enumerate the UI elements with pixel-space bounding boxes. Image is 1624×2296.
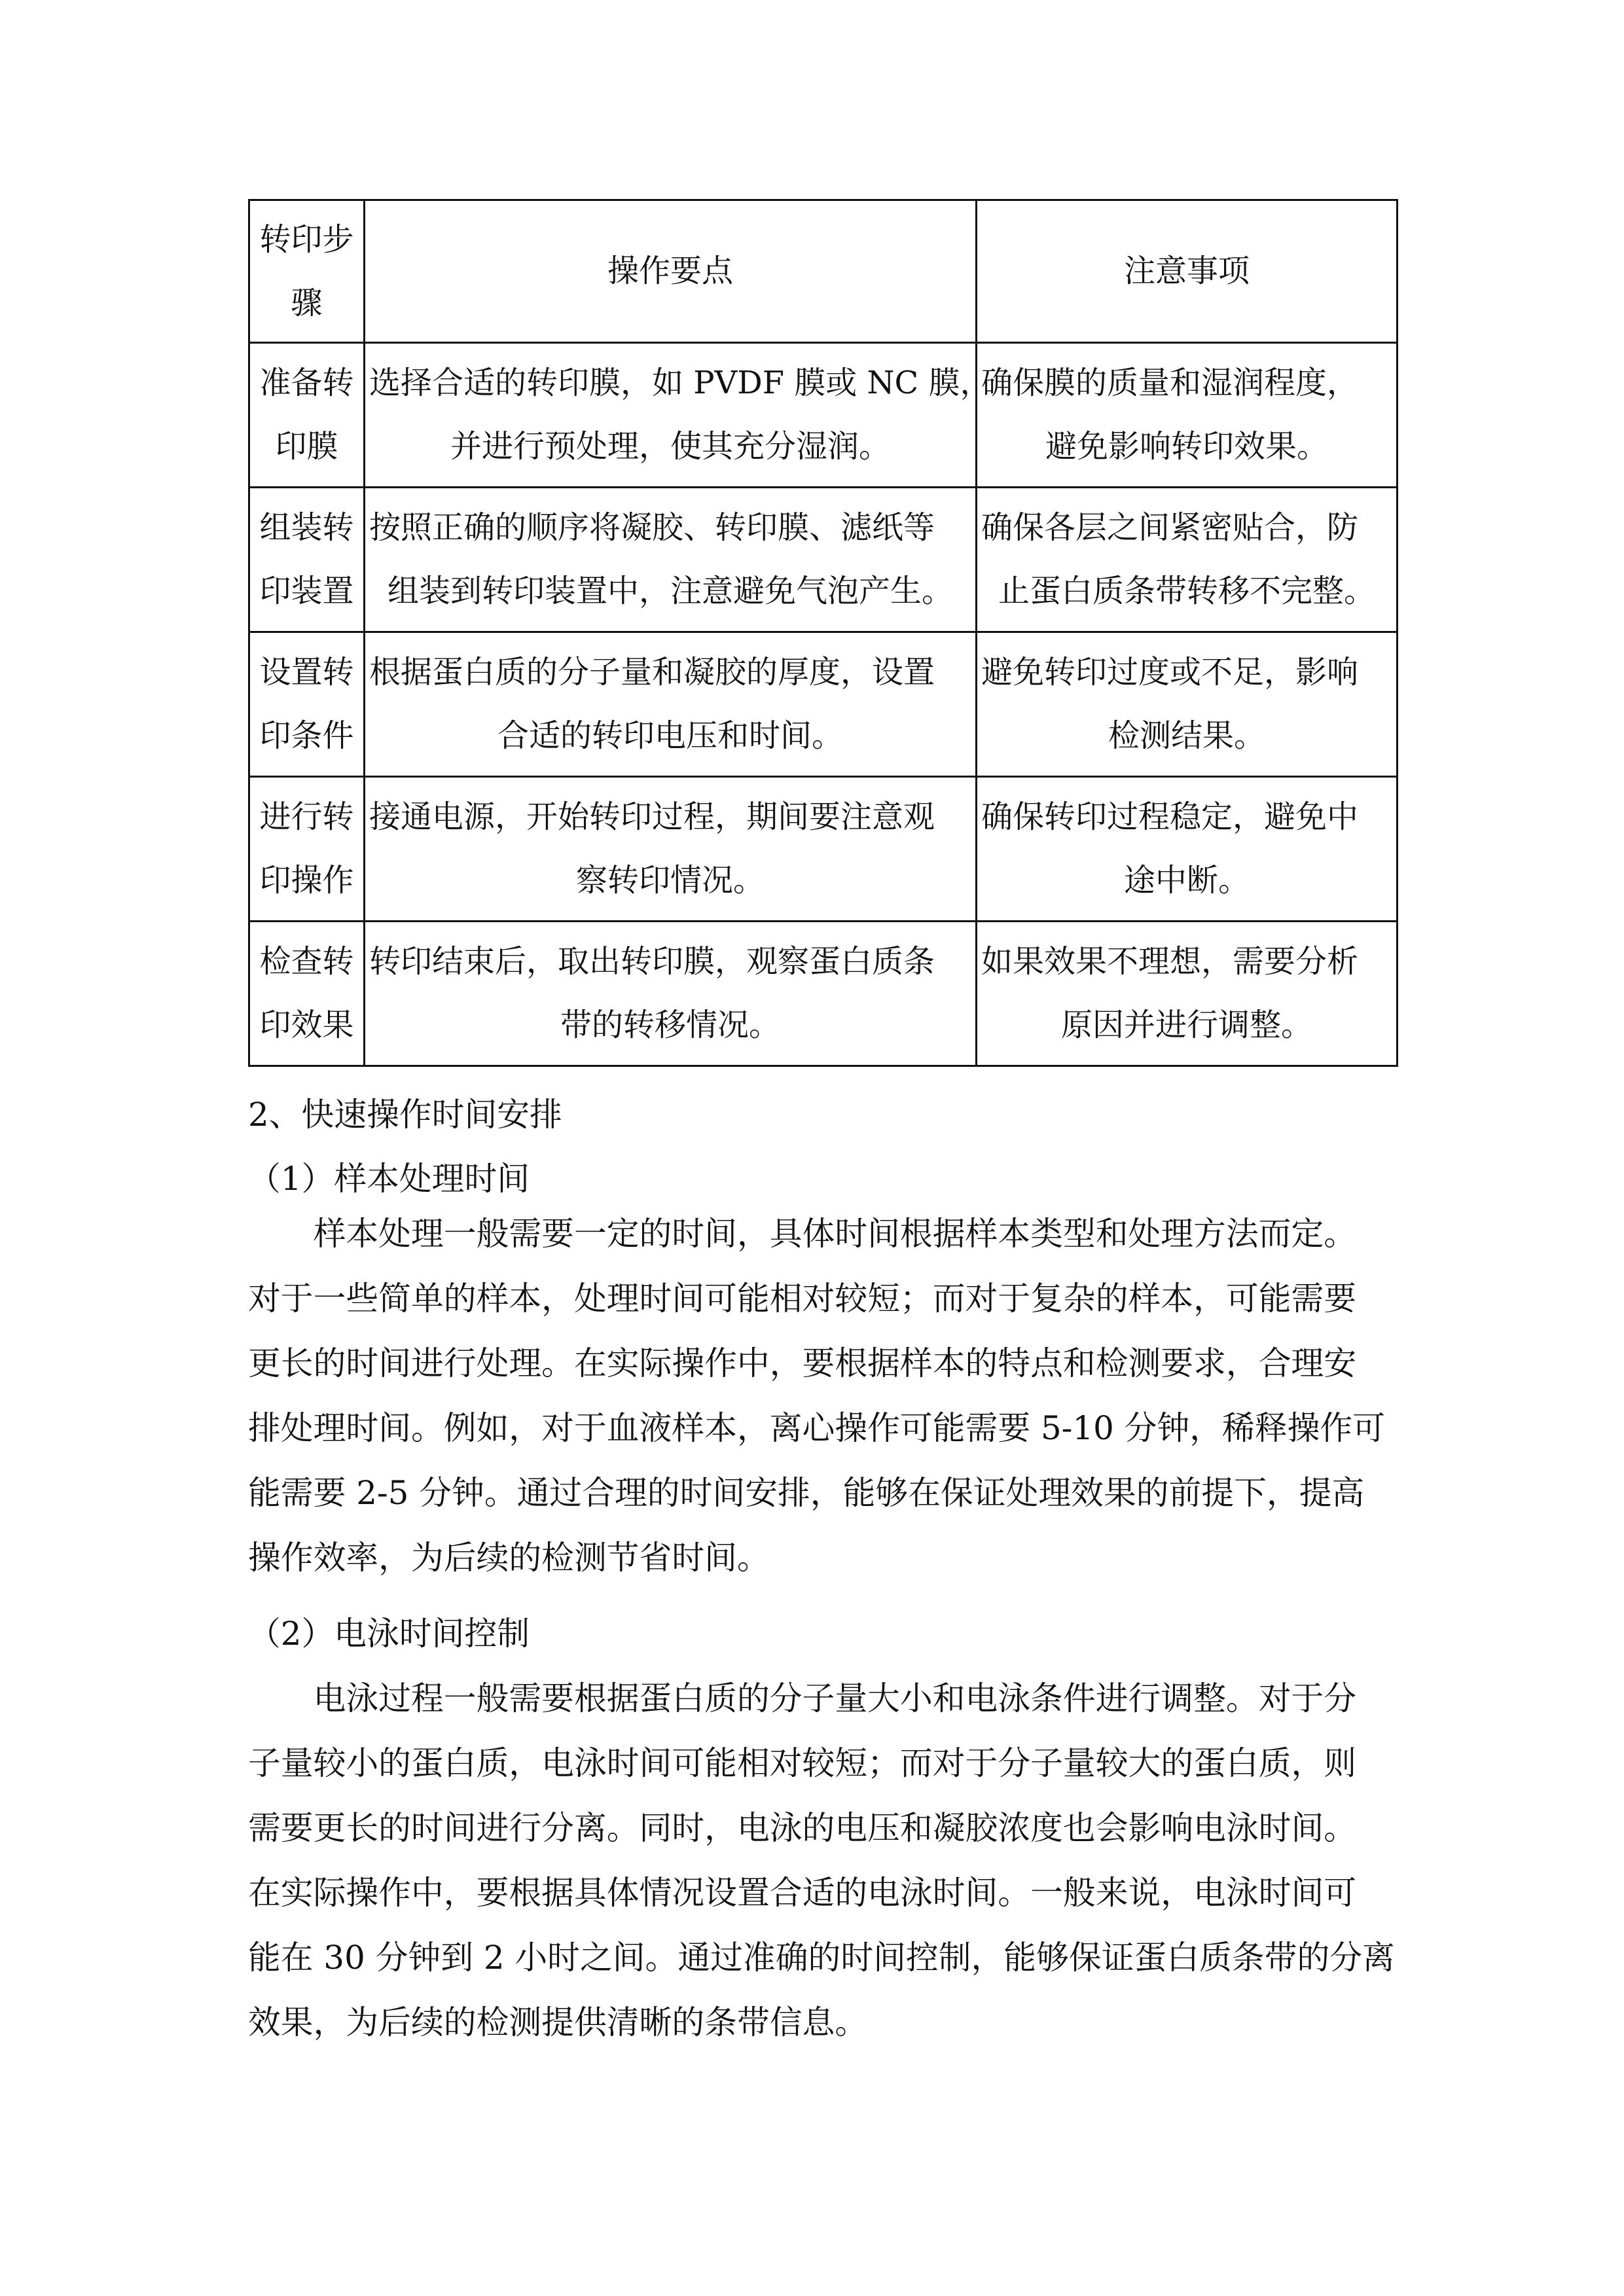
subsection-title-text: （2）电泳时间控制 [248,1615,530,1653]
table-cell [249,488,365,632]
header-cell [365,200,977,343]
cell-line: 接通电源，开始转印过程，期间要注意观 [369,798,935,835]
cell-line: 避免影响转印效果。 [1045,428,1328,465]
paragraph-sample-processing [248,1202,1390,1590]
paragraph-line: 更长的时间进行处理。在实际操作中，要根据样本的特点和检测要求，合理安 [248,1344,1357,1382]
cell-line: 原因并进行调整。 [1060,1007,1312,1043]
table-cell [977,922,1398,1066]
table-cell [365,632,977,777]
cell-line: 确保各层之间紧密贴合，防 [981,509,1359,546]
cell-line: 设置转 [259,654,354,691]
paragraph-line: 电泳过程一般需要根据蛋白质的分子量大小和电泳条件进行调整。对于分 [313,1679,1357,1717]
paragraph-line: 效果，为后续的检测提供清晰的条带信息。 [248,2003,868,2041]
cell-line: 选择合适的转印膜，如 PVDF 膜或 NC 膜， [369,365,992,401]
cell-line: 检测结果。 [1108,717,1265,754]
cell-line: 按照正确的顺序将凝胶、转印膜、滤纸等 [369,509,935,546]
cell-line: 避免转印过度或不足，影响 [981,654,1359,691]
cell-line: 止蛋白质条带转移不完整。 [998,573,1375,609]
transfer-steps-table [248,199,1398,1067]
table-cell [977,777,1398,922]
header-cell [977,200,1398,343]
table-cell [977,343,1398,488]
table-cell [365,488,977,632]
cell-line: 途中断。 [1123,862,1250,899]
section-heading [248,1083,1390,1147]
cell-line: 如果效果不理想，需要分析 [981,943,1359,980]
table-cell [249,343,365,488]
subsection-title-text: （1）样本处理时间 [248,1160,530,1198]
table-row [249,632,1398,777]
cell-line: 并进行预处理，使其充分湿润。 [450,428,890,465]
cell-line: 转印结束后，取出转印膜，观察蛋白质条 [369,943,935,980]
paragraph-electrophoresis-time [248,1666,1395,2055]
cell-line: 合适的转印电压和时间。 [497,717,843,754]
paragraph-line: 操作效率，为后续的检测节省时间。 [248,1539,770,1577]
cell-line: 察转印情况。 [575,862,765,899]
paragraph-line: 对于一些简单的样本，处理时间可能相对较短；而对于复杂的样本，可能需要 [248,1280,1357,1318]
table-cell [977,632,1398,777]
cell-line: 组装转 [259,509,354,546]
table-cell [249,922,365,1066]
cell-line: 确保膜的质量和湿润程度， [981,365,1359,401]
cell-line: 带的转移情况。 [560,1007,780,1043]
cell-line: 骤 [291,284,323,321]
cell-line: 根据蛋白质的分子量和凝胶的厚度，设置 [369,654,935,691]
table-cell [365,343,992,488]
cell-line: 准备转 [259,365,354,401]
header-cell [249,200,365,343]
table-cell [365,922,977,1066]
cell-line: 注意事项 [1123,253,1250,289]
heading-text: 2、快速操作时间安排 [248,1096,562,1134]
paragraph-line: 排处理时间。例如，对于血液样本，离心操作可能需要 5-10 分钟，稀释操作可 [248,1409,1386,1447]
paragraph-line: 能在 30 分钟到 2 小时之间。通过准确的时间控制，能够保证蛋白质条带的分离 [248,1939,1395,1977]
table-row [249,343,1398,488]
table-cell [365,777,977,922]
cell-line: 确保转印过程稳定，避免中 [981,798,1359,835]
table-cell [249,777,365,922]
paragraph-line: 能需要 2-5 分钟。通过合理的时间安排，能够在保证处理效果的前提下，提高 [248,1474,1365,1512]
table-cell [249,632,365,777]
table-row [249,488,1398,632]
cell-line: 印装置 [259,573,354,609]
table-row [249,922,1398,1066]
cell-line: 操作要点 [607,253,733,289]
cell-line: 转印步 [259,221,354,258]
paragraph-line: 在实际操作中，要根据具体情况设置合适的电泳时间。一般来说，电泳时间可 [248,1874,1357,1912]
table-cell [977,488,1398,632]
cell-line: 印条件 [259,717,354,754]
table-header-row [249,200,1398,343]
cell-line: 印操作 [259,862,354,899]
subsection-title [248,1602,1390,1666]
cell-line: 检查转 [259,943,354,980]
paragraph-line: 需要更长的时间进行分离。同时，电泳的电压和凝胶浓度也会影响电泳时间。 [248,1809,1357,1847]
cell-line: 组装到转印装置中，注意避免气泡产生。 [387,573,953,609]
cell-line: 印效果 [259,1007,354,1043]
cell-line: 印膜 [275,428,338,465]
paragraph-line: 子量较小的蛋白质，电泳时间可能相对较短；而对于分子量较大的蛋白质，则 [248,1744,1357,1782]
table-row [249,777,1398,922]
cell-line: 进行转 [259,798,354,835]
paragraph-line: 样本处理一般需要一定的时间，具体时间根据样本类型和处理方法而定。 [313,1215,1357,1253]
